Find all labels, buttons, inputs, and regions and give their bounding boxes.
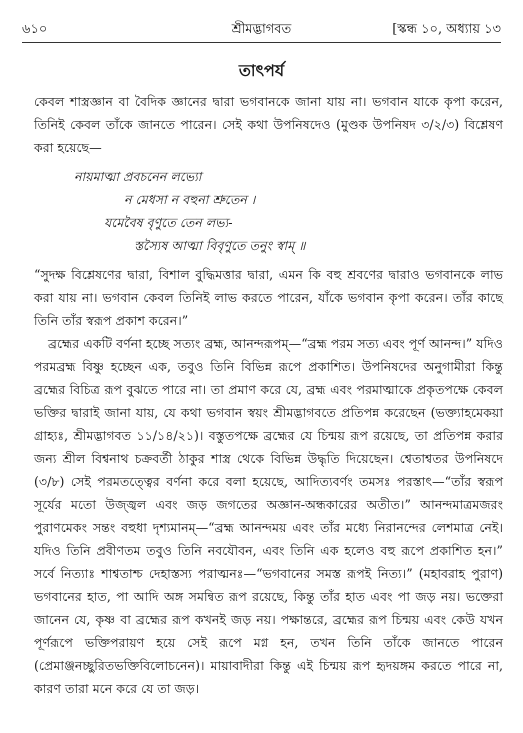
- chapter-location: [স্কন্ধ ১০, অধ্যায় ১৩: [392, 22, 501, 37]
- purport-body: [34, 90, 503, 700]
- sanskrit-verse: [34, 165, 503, 257]
- header-rule: [22, 42, 501, 43]
- verse-translation: “সুদক্ষ বিশ্লেষণের দ্বারা, বিশাল বুদ্ধিমত্তার দ্বারা, এমন কি বহু শ্রবণের দ্বারাও ভগবানকে লাভ করা যায় না। ভগবান কেবল তিনিই লাভ করতে পারেন, যাঁকে ভগবান কৃপা করেন। তাঁর কাছে তিনি তাঁর স্বরূপ প্রকাশ করেন।”: [34, 267, 503, 328]
- verse-line-4: স্তস্যৈষ আত্মা বিবৃণুতে তনুং স্বাম্ ॥: [134, 238, 306, 253]
- book-title: শ্রীমদ্ভাগবত: [231, 22, 292, 37]
- page-number: ৬১০: [22, 22, 48, 37]
- main-paragraph: ব্রহ্মের একটি বর্ণনা হচ্ছে সত্যং ব্রহ্ম, আনন্দরূপম্—“ব্রহ্ম পরম সত্য এবং পূর্ণ আনন্দ।” যদিও পরমব্রহ্ম বিষ্ণু হচ্ছেন এক, তবুও তিনি বিভিন্ন রূপে প্রকাশিত। উপনিষদের অনুগামীরা কিন্তু ব্রহ্মের বিচিত্র রূপ বুঝতে পারে না। তা প্রমাণ করে যে, ব্রহ্ম এবং পরমাত্মাকে প্রকৃতপক্ষে কেবল ভক্তির দ্বারাই জানা যায়, যে কথা ভগবান স্বয়ং শ্রীমদ্ভাগবতে প্রতিপন্ন করেছেন (ভক্ত্যাহমেকয়া গ্রাহ্যঃ, শ্রীমদ্ভাগবত ১১/১৪/২১)। বস্তুতপক্ষে ব্রহ্মের যে চিন্ময় রূপ রয়েছে, তা প্রতিপন্ন করার জন্য শ্রীল বিশ্বনাথ চক্রবর্তী ঠাকুর শাস্ত্র থেকে বিভিন্ন উদ্ধৃতি দিয়েছেন। শ্বেতাশ্বতর উপনিষদে (৩/৮) সেই পরমতত্ত্বের বর্ণনা করে বলা হয়েছে, আদিত্যবর্ণং তমসঃ পরস্তাৎ—“তাঁর স্বরূপ সূর্যের মতো উজ্জ্বল এবং জড় জগতের অজ্ঞান-অন্ধকারের অতীত।” আনন্দমাত্রমজরং পুরাণমেকং সন্তং বহুধা দৃশ্যমানম্—“ব্রহ্ম আনন্দময় এবং তাঁর মধ্যে নিরানন্দের লেশমাত্র নেই। যদিও তিনি প্রবীণতম তবুও তিনি নবযৌবন, এবং তিনি এক হলেও বহু রূপে প্রকাশিত হন।” সর্বে নিত্যাঃ শাশ্বতাশ্চ দেহাস্তস্য পরাত্মনঃ—“ভগবানের সমস্ত রূপই নিত্য।” (মহাবরাহ পুরাণ) ভগবানের হাত, পা আদি অঙ্গ সমন্বিত রূপ রয়েছে, কিন্তু তাঁর হাত এবং পা জড় নয়। ভক্তেরা জানেন যে, কৃষ্ণ বা ব্রহ্মের রূপ কখনই জড় নয়। পক্ষান্তরে, ব্রহ্মের রূপ চিন্ময় এবং কেউ যখন পূর্ণরূপে ভক্তিপরায়ণ হয়ে সেই রূপে মগ্ন হন, তখন তিনি তাঁকে জানতে পারেন (প্রেমাঞ্জনচ্ছুরিতভক্তিবিলোচনেন)। মায়াবাদীরা কিন্তু এই চিন্ময় রূপ হৃদয়ঙ্গম করতে পারে না, কারণ তারা মনে করে যে তা জড়।: [34, 336, 503, 696]
- verse-line-2: ন মেধসা ন বহুনা শ্রুতেন ।: [124, 192, 256, 207]
- intro-paragraph: কেবল শাস্ত্রজ্ঞান বা বৈদিক জ্ঞানের দ্বারা ভগবানকে জানা যায় না। ভগবান যাকে কৃপা করেন, তিনিই কেবল তাঁকে জানতে পারেন। সেই কথা উপনিষদেও (মুণ্ডক উপনিষদ ৩/২/৩) বিশ্লেষণ করা হয়েছে—: [34, 94, 503, 155]
- running-header: [22, 20, 501, 42]
- section-heading: তাৎপর্য: [238, 61, 285, 80]
- verse-line-3: যমেবৈষ বৃণুতে তেন লভ্য-: [104, 215, 233, 230]
- verse-line-1: নায়মাত্মা প্রবচনেন লভ্যো: [74, 169, 202, 184]
